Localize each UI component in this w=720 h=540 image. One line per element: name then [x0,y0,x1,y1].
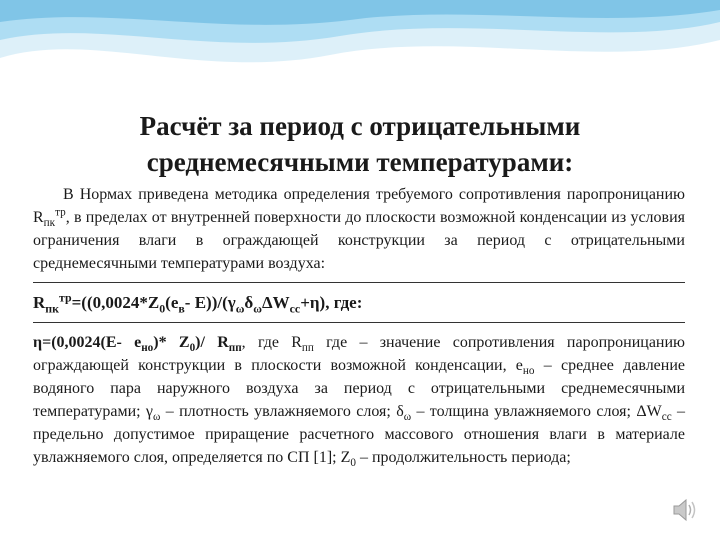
def-t1-sub: пп [301,342,314,355]
title-line-1: Расчёт за период с отрицательными [139,111,581,141]
f-w-sub: сс [289,301,301,316]
def-t2-sub: но [522,365,535,378]
formula-required-resistance [33,291,685,315]
intro-paragraph [33,183,685,275]
eta-c: )/ R [195,334,229,351]
eta-z-sub: 0 [189,342,196,355]
divider-2 [33,322,685,323]
definitions-paragraph [33,331,685,469]
def-t4: – плотность увлажняемого слоя; δ [160,403,404,420]
def-t7: – продолжительность периода; [355,449,571,466]
def-t6-sub: 0 [350,457,356,470]
def-t6: – предельно допустимое приращение расчетного массового отношения влаги в материале увлажняемого слоя, определяется по СП [1]; Z [33,403,686,466]
intro-text-1: В Нормах приведена методика определения требуемого сопротивления паропроницанию R [33,186,685,226]
f-d: δ [244,293,254,312]
def-t5-sub: сс [661,411,672,424]
intro-sub: пк [43,217,56,230]
f-z-sub: 0 [159,301,166,316]
slide-body [33,183,685,469]
def-t4-sub: ω [403,411,412,424]
f-g-sub: ω [235,301,245,316]
decorative-wave-header [0,0,720,110]
f-e-sub: в [178,301,185,316]
intro-sup: тр [55,206,66,219]
f-f: +η), где: [300,293,363,312]
f-e: ΔW [261,293,290,312]
f-a: =((0,0024*Z [71,293,160,312]
eta-b: )* Z [153,334,190,351]
f-r: R [33,293,46,312]
speaker-icon[interactable] [672,496,698,524]
slide-title [40,108,680,180]
def-t5: – толщина увлажняемого слоя; ΔW [411,403,662,420]
divider [33,282,685,283]
f-r-sup: тр [58,290,72,305]
f-c: - Е))/(γ [184,293,236,312]
eta-r-sub: пп [228,342,242,355]
f-r-sub: пк [45,301,59,316]
intro-text-2: , в пределах от внутренней поверхности до плоскости возможной конденсации из условия ограничения влаги в ограждающей конструкции за период с отрицательными среднемесячными температурами воздуха: [33,209,685,272]
def-t2: где – значение сопротивления паропроницанию ограждающей конструкции в плоскости возможной конденсации, е [33,334,685,374]
eta-a: η=(0,0024(Е- е [33,334,142,351]
def-t1: , где R [241,334,302,351]
eta-sub: но [141,342,154,355]
title-line-2: среднемесячными температурами: [146,147,574,177]
def-t3: – среднее давление водяного пара наружного воздуха за период с отрицательными среднемесячными температурами; γ [33,357,686,420]
f-b: (е [165,293,179,312]
def-t3-sub: ω [153,411,161,424]
f-d-sub: ω [253,301,262,316]
